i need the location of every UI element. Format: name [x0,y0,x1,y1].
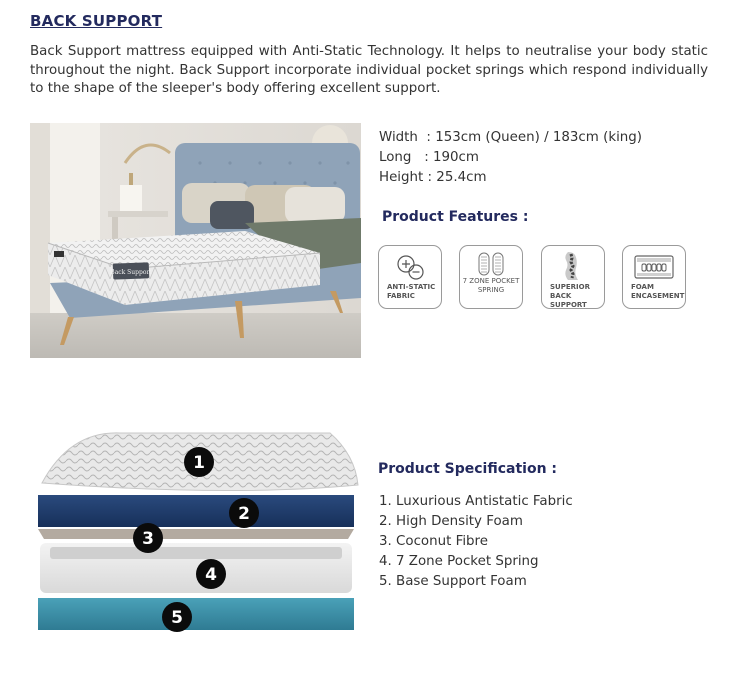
dimensions [379,128,642,188]
layer-marker [133,523,163,553]
feature-anti-static [378,245,442,309]
mattress-label: Back Support [110,269,152,276]
feature-label: FOAM ENCASEMENT [631,283,685,300]
dimension-value: : 153cm (Queen) / 183cm (king) [426,130,643,145]
spec-item: 2. High Density Foam [379,514,523,529]
feature-label: ANTI-STATIC FABRIC [387,283,436,300]
dimension-label: Long [379,150,425,165]
layer-marker [229,498,259,528]
spec-item: 1. Luxurious Antistatic Fabric [379,494,573,509]
spec-heading: Product Specification : [378,461,558,477]
layer-number: 1 [193,453,205,473]
feature-back-support [541,245,605,309]
spec-item: 5. Base Support Foam [379,574,527,589]
dimension-label: Height [379,170,428,185]
layer-marker [196,559,226,589]
dimension-value: : 190cm [424,150,479,165]
dimension-value: : 25.4cm [427,170,487,185]
mattress-layers-diagram [30,425,362,640]
layer-number: 5 [171,608,183,628]
page-title: BACK SUPPORT [30,12,163,30]
spec-item: 4. 7 Zone Pocket Spring [379,554,539,569]
layer-number: 3 [142,529,154,549]
spec-list [379,492,573,592]
layer-number: 4 [205,565,217,585]
layer-marker [162,602,192,632]
feature-pocket-spring [459,245,523,309]
bed-photo [30,123,361,358]
layer-marker [184,447,214,477]
feature-foam-encasement [622,245,686,309]
feature-label: 7 ZONE POCKET SPRING [462,277,520,294]
features-heading: Product Features : [382,209,529,225]
intro-paragraph: Back Support mattress equipped with Anti-Static Technology. It helps to neutralise your body static throughout the night. Back Support incorporate individual pocket springs which respond individually to the shape of the sleeper's body offering excellent support. [30,44,708,96]
layer-number: 2 [238,504,250,524]
dimension-label: Width [379,130,427,145]
spec-item: 3. Coconut Fibre [379,534,489,549]
feature-label: SUPERIOR BACK SUPPORT [550,283,590,309]
